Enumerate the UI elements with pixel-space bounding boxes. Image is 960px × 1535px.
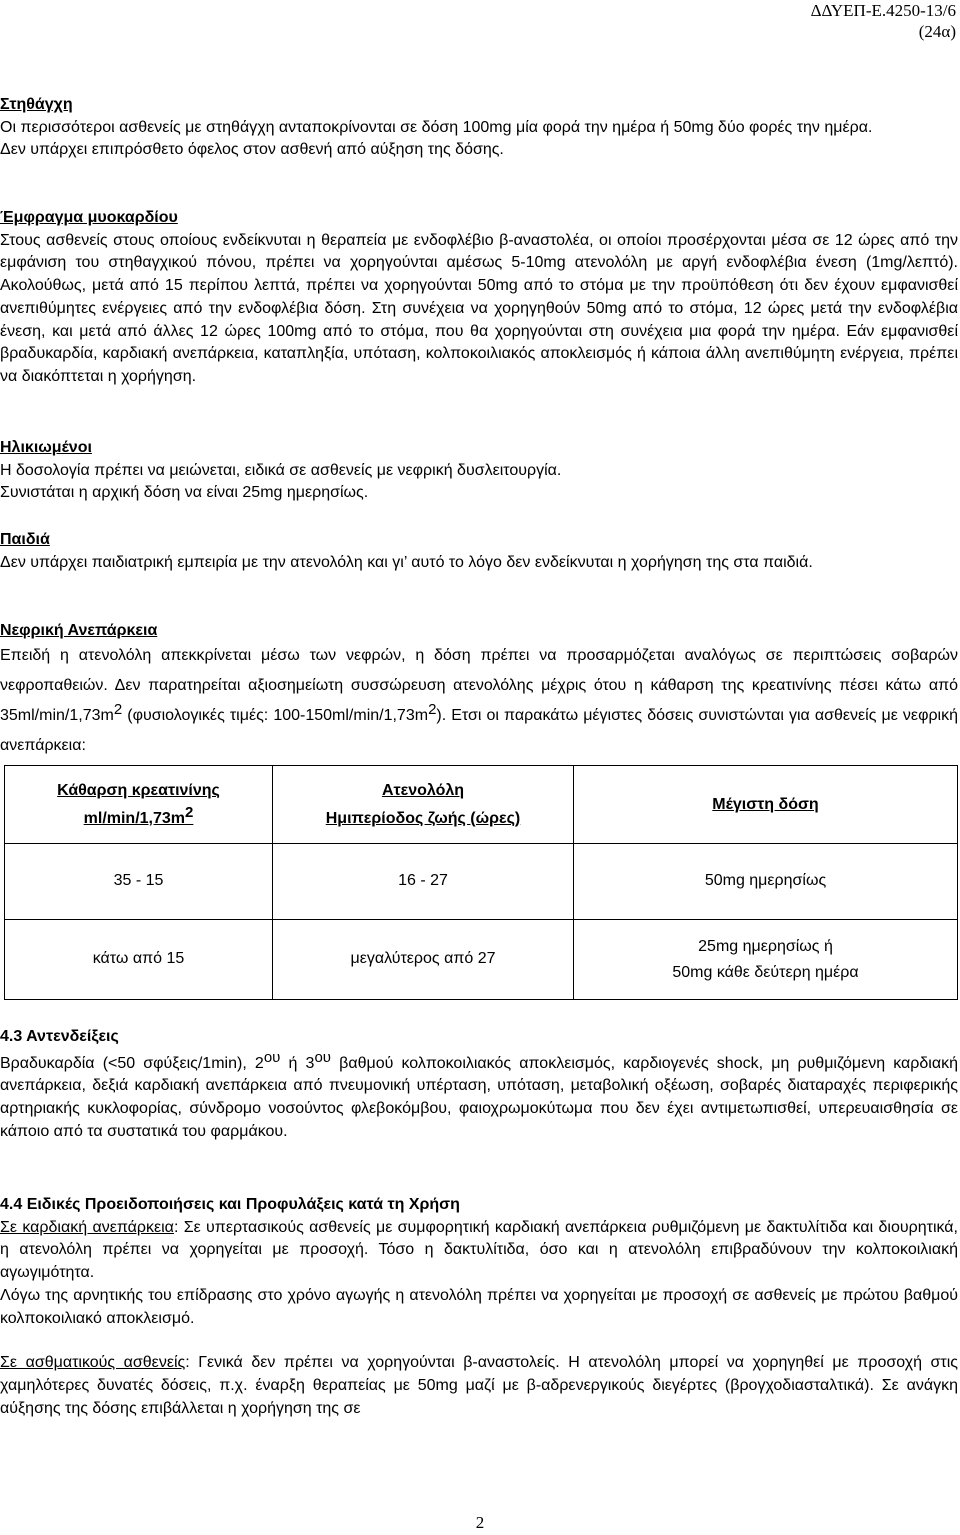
contraindications-part-1: Βραδυκαρδία (<50 σφύξεις/1min), 2: [0, 1054, 264, 1072]
document-code: ΔΔΥΕΠ-Ε.4250-13/6: [810, 1, 956, 20]
section-title-warnings: 4.4 Ειδικές Προειδοποιήσεις και Προφυλάξεις κατά τη Χρήση: [0, 1196, 460, 1213]
dose-table: [4, 765, 958, 1000]
section-elderly: [0, 437, 958, 505]
warnings-heart-label: Σε καρδιακή ανεπάρκεια: [0, 1218, 174, 1236]
document-ref: (24α): [918, 22, 956, 41]
warnings-heart-text: [0, 1217, 958, 1285]
section-contraindications: [0, 1026, 958, 1144]
warnings-heart-body: : Σε υπερτασικούς ασθενείς με συμφορητική καρδιακή ανεπάρκεια ρυθμιζόμενη με δακτυλίτιδα και διουρητικά, η ατενολόλη πρέπει να χορηγείται με προσοχή. Τόσο η δακτυλίτιδα, όσο και η ατενολόλη επιβραδύνουν την κολποκοιλιακή αγωγιμότητα.: [0, 1218, 958, 1282]
cell-clearance: 35 - 15: [5, 844, 273, 920]
header-half-life: [273, 766, 574, 844]
page-number: 2: [475, 1513, 485, 1532]
contraindications-part-2: ή 3: [280, 1054, 315, 1072]
section-infarction: [0, 207, 958, 389]
header-clearance-sup: 2: [185, 803, 194, 821]
section-title-contraindications: 4.3 Αντενδείξεις: [0, 1028, 119, 1045]
warnings-heart-text-2: Λόγω της αρνητικής του επίδρασης στο χρόνο αγωγής η ατενολόλη πρέπει να χορηγείται με προσοχή σε ασθενείς με πρώτου βαθμού κολποκοιλιακό αποκλεισμό.: [0, 1286, 958, 1327]
header-clearance-line-1: Κάθαρση κρεατινίνης: [57, 781, 220, 799]
section-children: [0, 529, 958, 574]
dose-table-header-row: [5, 766, 958, 844]
renal-text-part-1: Επειδή η ατενολόλη απεκκρίνεται μέσω των νεφρών, η δόση πρέπει να προσαρμόζεται αναλόγως σε περιπτώσεις σοβαρών νεφροπαθειών. Δεν παρατηρείται αξιοσημείωτη συσσώρευση ατενολόλης μέχρις ότου η κάθαρση της κρεατινίνης πέσει κάτω από 35ml/min/1,73m: [0, 646, 958, 724]
contraindications-sup-2: ου: [314, 1048, 331, 1066]
document-header: [811, 0, 956, 42]
elderly-text-1: Η δοσολογία πρέπει να μειώνεται, ειδικά σε ασθενείς με νεφρική δυσλειτουργία.: [0, 461, 562, 479]
contraindications-text: [0, 1048, 959, 1144]
section-angina: [0, 94, 958, 162]
header-clearance: [5, 766, 273, 844]
cell-clearance: κάτω από 15: [5, 920, 273, 1000]
elderly-text-2: Συνιστάται η αρχική δόση να είναι 25mg ημερησίως.: [0, 484, 369, 502]
header-max-dose: Μέγιστη δόση: [574, 766, 958, 844]
warnings-asthma-body: : Γενικά δεν πρέπει να χορηγούνται β-αναστολείς. Η ατενολόλη μπορεί να χορηγηθεί με προσοχή στις χαμηλότερες δυνατές δόσεις, π.χ. έναρξη θεραπείας με 50mg μαζί με β-αδρενεργικούς διεγέρτες (βρογχοδιασταλτικά). Σε ανάγκη αύξησης της δόσης επιβάλλεται η χορήγηση της σε: [0, 1354, 958, 1417]
renal-superscript-1: 2: [113, 700, 123, 718]
header-clearance-unit: ml/min/1,73m: [83, 809, 186, 827]
renal-superscript-2: 2: [428, 700, 437, 718]
section-title-infarction: Έμφραγμα μυοκαρδίου: [0, 209, 178, 226]
section-title-elderly: Ηλικιωμένοι: [0, 439, 92, 456]
header-half-life-line-1: Ατενολόλη: [381, 781, 465, 799]
cell-max-dose-line-2: 50mg κάθε δεύτερη ημέρα: [672, 963, 859, 981]
warnings-asthma-text: [0, 1352, 958, 1420]
section-title-renal: Νεφρική Ανεπάρκεια: [0, 622, 158, 639]
infarction-text: Στους ασθενείς στους οποίους ενδείκνυται η θεραπεία με ενδοφλέβιο β-αναστολέα, οι οποίοι προσέρχονται μέσα σε 12 ώρες από την εμφάνιση του στηθαγχικού πόνου, πρέπει να χορηγούνται αμέσως 5-10mg ατενολόλη με αργή ενδοφλέβια ένεση (1mg/λεπτό). Ακολούθως, μετά από 15 περίπου λεπτά, πρέπει να χορηγούνται 50mg από το στόμα με την προϋπόθεση ότι δεν έχουν εμφανισθεί ανεπιθύμητες ενέργειες από την ενδοφλέβια δόση. Στη συνέχεια να χορηγηθούν 50mg από το στόμα, 12 ώρες μετά την ενδοφλέβια ένεση, και μετά από άλλες 12 ώρες 100mg από το στόμα, που θα χορηγούνται στη συνέχεια μια φορά την ημέρα. Εάν εμφανισθεί βραδυκαρδία, καρδιακή ανεπάρκεια, καταπληξία, υπόταση, κολποκοιλιακός αποκλεισμός ή κάποια άλλη ανεπιθύμητη ενέργεια, πρέπει να διακόπτεται η χορήγηση.: [0, 231, 958, 385]
section-renal: [0, 620, 958, 761]
renal-text: [0, 641, 958, 761]
warnings-asthma-label: Σε ασθματικούς ασθενείς: [0, 1354, 186, 1372]
angina-benefit-text: Δεν υπάρχει επιπρόσθετο όφελος στον ασθενή από αύξηση της δόσης.: [0, 141, 504, 159]
cell-half-life: μεγαλύτερος από 27: [273, 920, 574, 1000]
section-title-angina: Στηθάγχη: [0, 96, 73, 113]
cell-max-dose: [574, 920, 958, 1000]
header-clearance-line-2: [5, 805, 272, 833]
cell-half-life: 16 - 27: [273, 844, 574, 920]
section-warnings: [0, 1194, 958, 1420]
cell-max-dose-line-1: 25mg ημερησίως ή: [698, 937, 833, 955]
section-title-children: Παιδιά: [0, 531, 50, 548]
cell-max-dose: 50mg ημερησίως: [574, 844, 958, 920]
table-row: [5, 844, 958, 920]
renal-text-part-2: (φυσιολογικές τιμές: 100-150ml/min/1,73m: [122, 706, 429, 724]
children-text: Δεν υπάρχει παιδιατρική εμπειρία με την ατενολόλη και γι’ αυτό το λόγο δεν ενδείκνυται η χορήγηση της στα παιδιά.: [0, 553, 813, 571]
contraindications-part-3: βαθμού κολποκοιλιακός αποκλεισμός, καρδιογενές shock, μη ρυθμιζόμενη καρδιακή ανεπάρκεια, δεξιά καρδιακή ανεπάρκεια από πνευμονική υπέρταση, υπόταση, μεταβολική οξέωση, σοβαρές διαταραχές περιφερικής αρτηριακής κυκλοφορίας, σύνδρομο νοσούντος φλεβοκόμβου, φαιοχρωμοκύτωμα που δεν έχει αντιμετωπισθεί, υπερευαισθησία σε κάποιο από τα συστατικά του φαρμάκου.: [0, 1054, 959, 1140]
contraindications-sup-1: ου: [263, 1048, 281, 1066]
renal-text-part-3: ). Ετσι οι παρακάτω μέγιστες δόσεις συνιστώνται για ασθενείς με νεφρική ανεπάρκεια:: [0, 706, 958, 754]
table-row: [5, 920, 958, 1000]
angina-dose-text: Οι περισσότεροι ασθενείς με στηθάγχη ανταποκρίνονται σε δόση 100mg μία φορά την ημέρα ή 50mg δύο φορές την ημέρα.: [0, 118, 873, 136]
header-half-life-line-2: Ημιπερίοδος ζωής (ώρες): [325, 809, 521, 827]
